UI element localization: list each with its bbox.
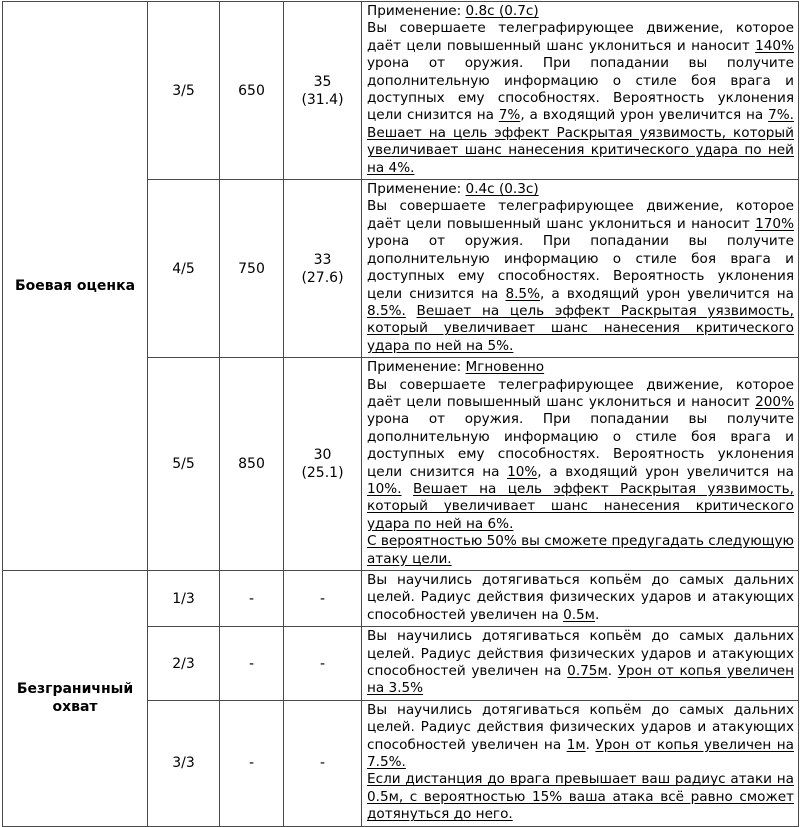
description-paragraph <box>367 572 794 624</box>
underlined-text: Мгновенно <box>465 359 545 376</box>
plain-text: Вы совершаете телеграфирующее движение, которое даёт цели повышенный шанс уклониться и наносит <box>367 376 794 410</box>
level-cell: 3/3 <box>148 700 220 826</box>
description-paragraph <box>367 702 794 772</box>
cost-cell: - <box>220 700 284 826</box>
skills-table-body <box>3 2 799 827</box>
plain-text: Применение: <box>367 181 466 198</box>
skills-table <box>2 1 799 827</box>
plain-text: Вы совершаете телеграфирующее движение, которое даёт цели повышенный шанс уклониться и наносит <box>367 198 794 232</box>
description-paragraph <box>367 198 794 355</box>
underlined-text: С вероятностью 50% вы сможете предугадать следующую атаку цели. <box>367 533 794 567</box>
cost-cell: - <box>220 571 284 627</box>
underlined-text: 0.75м <box>567 663 608 680</box>
plain-text: , а входящий урон увеличится на <box>520 107 769 124</box>
stat-cell <box>284 571 362 627</box>
stat-line: - <box>319 755 326 772</box>
cost-cell: 750 <box>220 180 284 358</box>
description-paragraph <box>367 20 794 177</box>
ability-name: Безграничный охват <box>16 681 134 716</box>
ability-name-cell <box>3 2 148 571</box>
stat-cell <box>284 627 362 701</box>
cost-cell: - <box>220 627 284 701</box>
description-paragraph <box>367 628 794 698</box>
ability-name-cell <box>3 571 148 827</box>
underlined-text: 0.5м <box>563 606 595 623</box>
table-row <box>3 571 799 627</box>
ability-name: Боевая оценка <box>14 278 136 294</box>
underlined-text: 10% <box>507 463 538 480</box>
underlined-text: 1м <box>566 736 586 753</box>
cost-cell: 850 <box>220 358 284 571</box>
stat-line: (31.4) <box>301 91 344 108</box>
underlined-text: 170% <box>755 215 794 232</box>
underlined-text: Урон от копья увеличен на 7.5%. <box>367 736 794 771</box>
stat-line: - <box>319 590 326 607</box>
plain-text <box>402 481 413 497</box>
plain-text: Вы научились дотягиваться копьём до самых дальних целей. Радиус действия физических ударов и атакующих способностей увеличен на <box>367 701 794 753</box>
stat-cell <box>284 700 362 826</box>
plain-text: . <box>594 606 600 623</box>
stat-line: - <box>319 655 326 672</box>
plain-text: , а входящий урон увеличится на <box>537 463 794 480</box>
plain-text: . <box>607 663 618 680</box>
underlined-text: 7% <box>498 107 521 124</box>
plain-text <box>406 303 417 319</box>
plain-text: . <box>585 736 596 753</box>
stat-cell <box>284 2 362 180</box>
description-paragraph <box>367 359 794 376</box>
plain-text: , а входящий урон увеличится на <box>540 285 794 302</box>
description-cell <box>362 700 799 826</box>
plain-text: урона от оружия. При попадании вы получите дополнительную информацию о стиле боя врага и доступных ему способностях. Вероятность уклонения цели снизится на <box>367 411 794 480</box>
plain-text: Применение: <box>367 359 466 376</box>
plain-text: урона от оружия. При попадании вы получите дополнительную информацию о стиле боя врага и доступных ему способностях. Вероятность уклонения цели снизится на <box>367 233 794 302</box>
stat-line: 35 <box>313 73 332 90</box>
description-paragraph <box>367 377 794 534</box>
underlined-text: 10%. <box>367 480 402 497</box>
stat-line: 30 <box>313 447 332 464</box>
underlined-text: 140% <box>755 37 794 54</box>
level-cell: 5/5 <box>148 358 220 571</box>
description-cell <box>362 2 799 180</box>
table-row <box>3 2 799 180</box>
stat-line: 33 <box>313 251 332 268</box>
plain-text: Применение: <box>367 3 466 19</box>
description-cell <box>362 627 799 701</box>
plain-text: Вы совершаете телеграфирующее движение, которое даёт цели повышенный шанс уклониться и наносит <box>367 20 794 54</box>
stat-cell <box>284 358 362 571</box>
description-cell <box>362 358 799 571</box>
level-cell: 4/5 <box>148 180 220 358</box>
stat-line: (27.6) <box>301 269 344 286</box>
cost-cell: 650 <box>220 2 284 180</box>
description-cell <box>362 180 799 358</box>
level-cell: 3/5 <box>148 2 220 180</box>
level-cell: 1/3 <box>148 571 220 627</box>
underlined-text: Урон от копья увеличен на 3.5% <box>367 663 794 697</box>
underlined-text: 0.8с (0.7с) <box>465 3 539 19</box>
description-paragraph <box>367 181 794 198</box>
description-paragraph <box>367 771 794 823</box>
plain-text: Вы научились дотягиваться копьём до самых дальних целей. Радиус действия физических ударов и атакующих способностей увеличен на <box>367 628 794 680</box>
underlined-text: 8.5% <box>505 285 540 302</box>
underlined-text: 7%. <box>768 107 794 124</box>
description-cell <box>362 571 799 627</box>
plain-text: урона от оружия. При попадании вы получите дополнительную информацию о стиле боя врага и доступных ему способностях. Вероятность уклонения цели снизится на <box>367 55 794 124</box>
underlined-text: 8.5%. <box>367 302 406 319</box>
description-paragraph <box>367 533 794 568</box>
level-cell: 2/3 <box>148 627 220 701</box>
stat-line: (25.1) <box>301 465 344 482</box>
plain-text: Вы научились дотягиваться копьём до самых дальних целей. Радиус действия физических ударов и атакующих способностей увеличен на <box>367 572 794 623</box>
underlined-text: 0.4с (0.3с) <box>465 181 539 198</box>
description-paragraph <box>367 3 794 20</box>
underlined-text: Вешает на цель эффект Раскрытая уязвимость, который увеличивает шанс нанесения критического удара по ней на 4%. <box>367 124 794 176</box>
underlined-text: Вешает на цель эффект Раскрытая уязвимость, который увеличивает шанс нанесения критического удара по ней на 5%. <box>367 302 795 354</box>
underlined-text: Если дистанция до врага превышает ваш радиус атаки на 0.5м, с вероятностью 15% ваша атака всё равно сможет дотянуться до него. <box>367 771 794 823</box>
underlined-text: Вешает на цель эффект Раскрытая уязвимость, который увеличивает шанс нанесения критического удара по ней на 6%. <box>367 480 795 532</box>
underlined-text: 200% <box>755 393 794 410</box>
stat-cell <box>284 180 362 358</box>
